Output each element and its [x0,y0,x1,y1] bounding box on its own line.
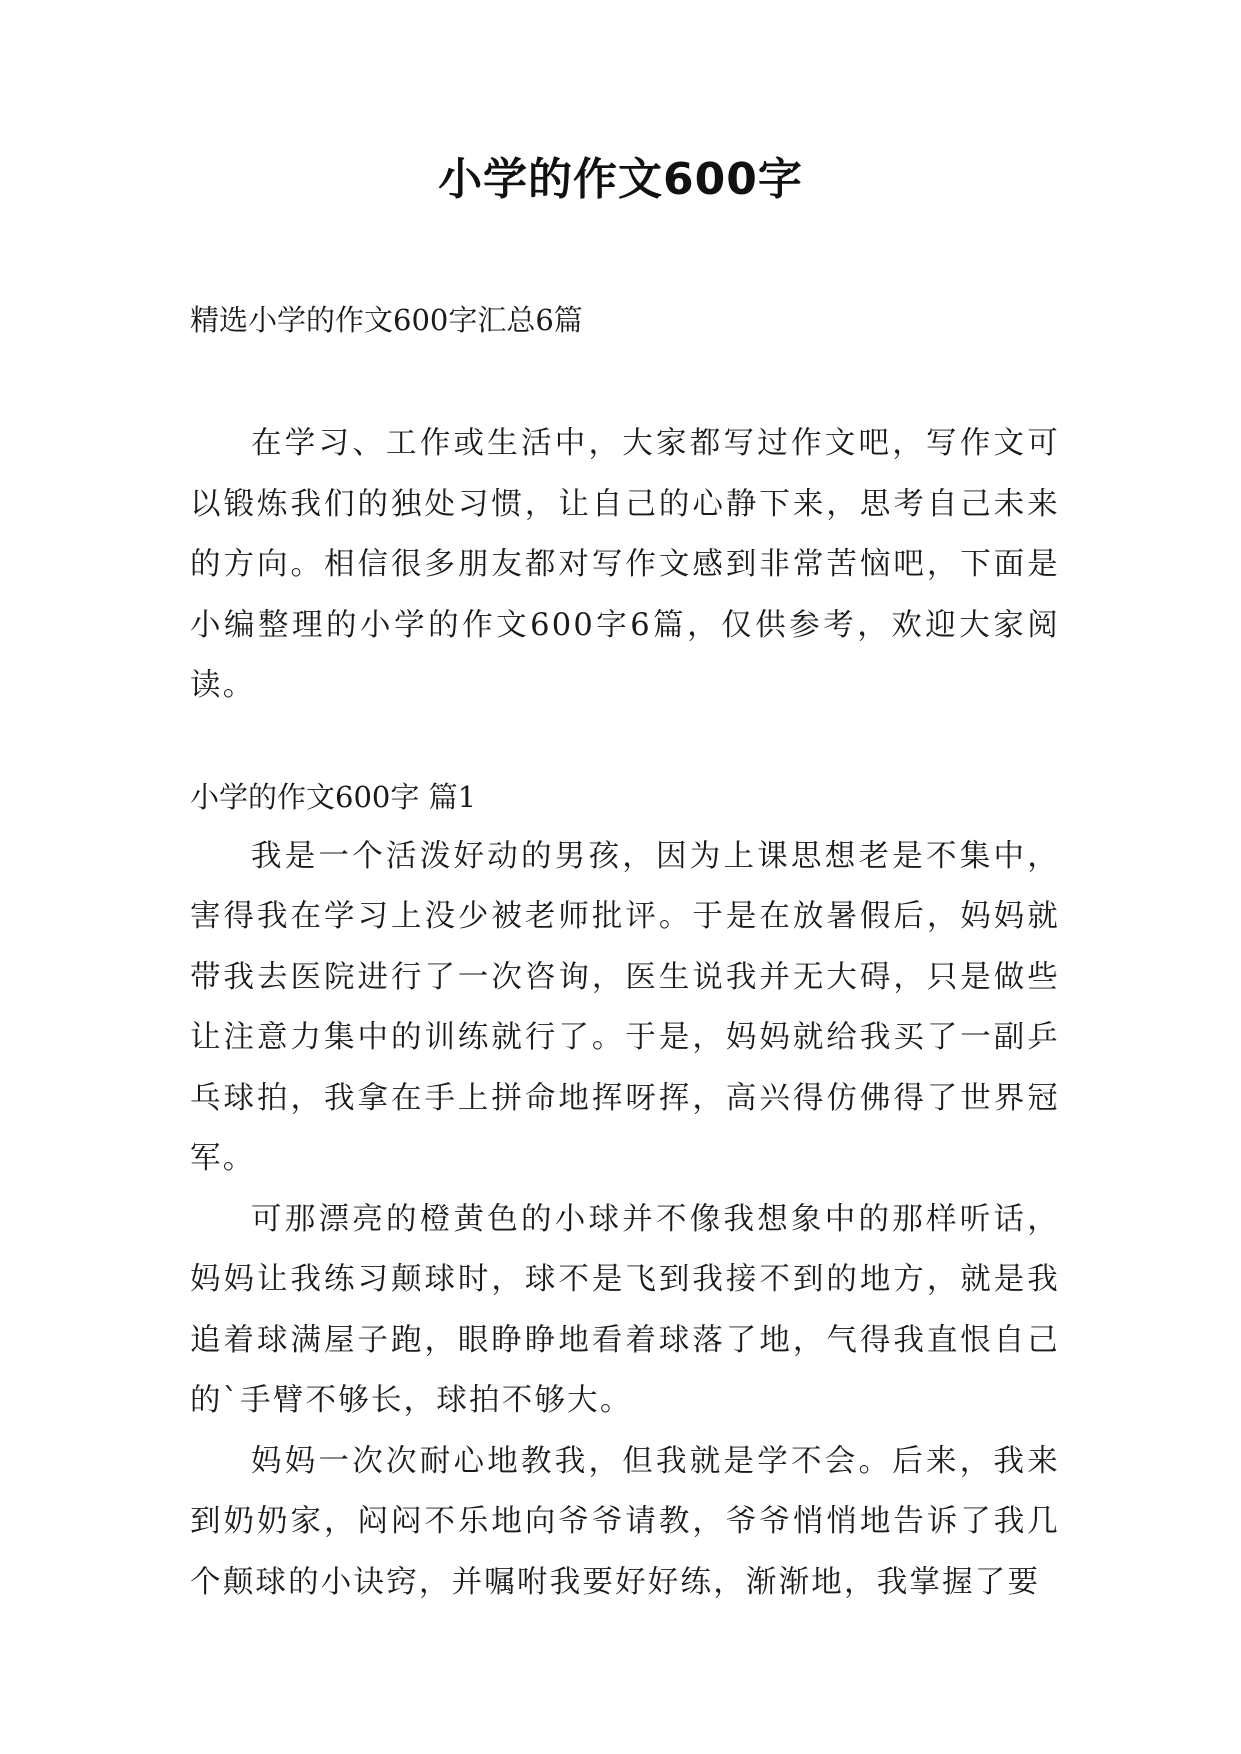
body-paragraph: 可那漂亮的橙黄色的小球并不像我想象中的那样听话，妈妈让我练习颠球时，球不是飞到我接不到的地方，就是我追着球满屋子跑，眼睁睁地看着球落了地，气得我直恨自己的`手臂不够长，球拍不够大。 [190,1201,1060,1418]
intro-paragraph: 在学习、工作或生活中，大家都写过作文吧，写作文可以锻炼我们的独处习惯，让自己的心静下来，思考自己未来的方向。相信很多朋友都对写作文感到非常苦恼吧，下面是小编整理的小学的作文600字6篇，仅供参考，欢迎大家阅读。 [190,426,1060,703]
body-paragraph: 我是一个活泼好动的男孩，因为上课思想老是不集中，害得我在学习上没少被老师批评。于是在放暑假后，妈妈就带我去医院进行了一次咨询，医生说我并无大碍，只是做些让注意力集中的训练就行了。于是，妈妈就给我买了一副乒乓球拍，我拿在手上拼命地挥呀挥，高兴得仿佛得了世界冠军。 [190,838,1060,1176]
document-body [190,290,1060,1613]
document-subtitle: 精选小学的作文600字汇总6篇 [190,303,583,337]
body-paragraph: 妈妈一次次耐心地教我，但我就是学不会。后来，我来到奶奶家，闷闷不乐地向爷爷请教，爷爷悄悄地告诉了我几个颠球的小诀窍，并嘱咐我要好好练，渐渐地，我掌握了要 [190,1443,1060,1600]
section-heading: 小学的作文600字 篇1 [190,779,477,814]
document-title: 小学的作文600字 [438,154,803,205]
